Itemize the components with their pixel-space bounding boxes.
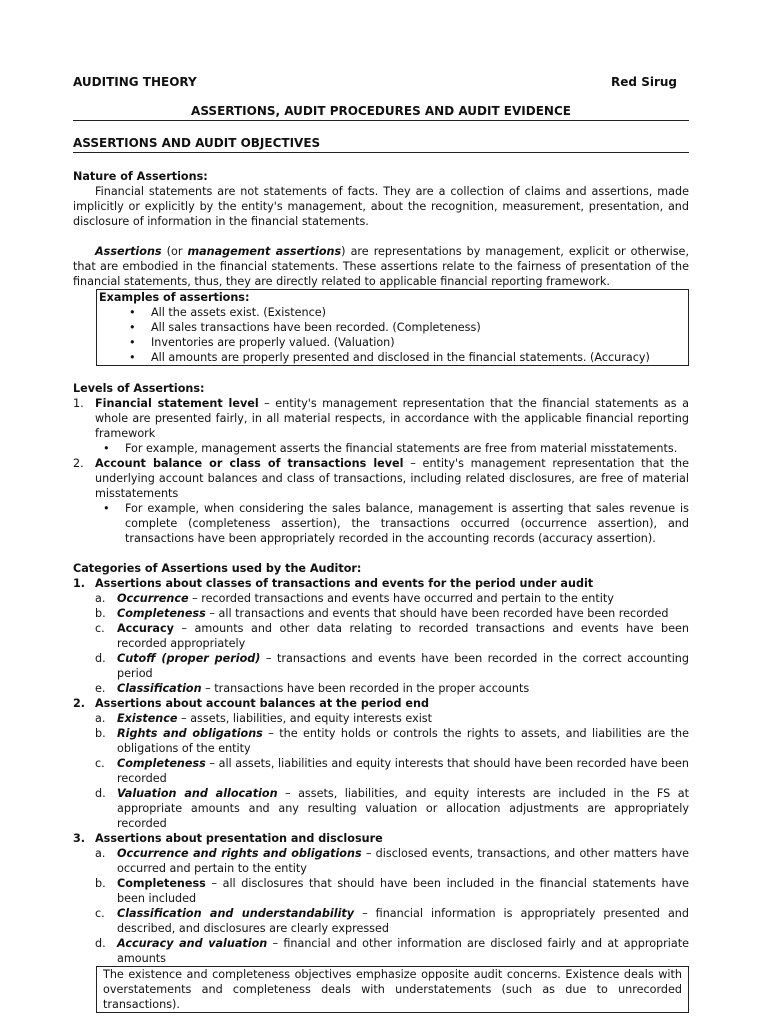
- assertion-item: a. Occurrence – recorded transactions and events have occurred and pertain to the entity: [95, 592, 614, 605]
- levels-list: [73, 396, 689, 546]
- category-title: Assertions about classes of transactions and events for the period under audit: [95, 577, 594, 590]
- level-item: 1. Financial statement level – entity's management representation that the financial statements as a whole are presented fairly, in all material respects, in accordance with the applicable financial reporting framework • For example, management asserts the financial statements are free from material misstatements.: [95, 396, 689, 456]
- nature-paragraph-1: Financial statements are not statements of facts. They are a collection of claims and assertions, made implicitly or explicitly by the entity's management, about the recognition, measurement, presentation, and disclosure of information in the financial statements.: [73, 185, 689, 228]
- assertion-item: d. Valuation and allocation – assets, liabilities, and equity interests are included in the FS at appropriate amounts and any resulting valuation or allocation adjustments are appropriately recorded: [95, 787, 689, 830]
- assertion-item: b. Completeness – all disclosures that should have been included in the financial statements have been included: [95, 877, 689, 905]
- example-item: • All the assets exist. (Existence): [151, 305, 682, 320]
- term-assertions: Assertions: [95, 245, 162, 258]
- document-body: [73, 169, 689, 1013]
- section-underline: [73, 152, 689, 153]
- nature-paragraph-2: Assertions (or management assertions) are representations by management, explicit or otherwise, that are embodied in the financial statements. These assertions relate to the fairness of presentation of the financial statements, thus, they are directly related to applicable financial reporting framework.: [73, 245, 689, 288]
- categories-list: [73, 576, 689, 966]
- assertion-item: c. Classification and understandability – financial information is appropriately presented and described, and disclosures are clearly expressed: [95, 907, 689, 935]
- term-management-assertions: management assertions: [187, 245, 342, 258]
- assertion-item: a. Existence – assets, liabilities, and equity interests exist: [95, 712, 433, 725]
- audit-concern-note: The existence and completeness objectives emphasize opposite audit concerns. Existence deals with overstatements and completeness deals with understatements (such as due to unrecorded transactions).: [96, 966, 689, 1013]
- assertion-item: d. Cutoff (proper period) – transactions and events have been recorded in the correct accounting period: [95, 652, 689, 680]
- category-title: Assertions about account balances at the period end: [95, 697, 429, 710]
- example-item: • All sales transactions have been recorded. (Completeness): [151, 320, 682, 335]
- author-name: Red Sirug: [611, 75, 677, 89]
- example-item: • Inventories are properly valued. (Valuation): [151, 335, 682, 350]
- course-title: AUDITING THEORY: [73, 75, 197, 89]
- page-header: [73, 75, 689, 89]
- level-item: 2. Account balance or class of transactions level – entity's management representation that the underlying account balances and class of transactions, including related disclosures, are free of material misstatements • For example, when considering the sales balance, management is asserting that sales revenue is complete (completeness assertion), the transactions occurred (occurrence assertion), and transactions have been appropriately recorded in the accounting records (accuracy assertion).: [95, 456, 689, 546]
- level-term: Account balance or class of transactions level: [95, 457, 404, 470]
- section-title: ASSERTIONS AND AUDIT OBJECTIVES: [73, 136, 321, 150]
- assertion-item: c. Completeness – all assets, liabilities and equity interests that should have been recorded have been recorded: [95, 757, 689, 785]
- examples-box: [96, 289, 689, 366]
- category-title: Assertions about presentation and disclosure: [95, 832, 383, 845]
- title-underline: [73, 120, 689, 121]
- category-group: 3. Assertions about presentation and disclosure a. Occurrence and rights and obligations – disclosed events, transactions, and other matters have occurred and pertain to the entity b. Completeness – all disclosures that should have been included in the financial statements have been included c. Classification and understandability – financial information is appropriately presented and described, and disclosures are clearly expressed d. Accuracy and valuation – financial and other information are disclosed fairly and at appropriate amounts: [73, 832, 689, 965]
- assertion-item: b. Completeness – all transactions and events that should have been recorded have been recorded: [95, 607, 669, 620]
- assertion-item: e. Classification – transactions have been recorded in the proper accounts: [95, 682, 530, 695]
- assertion-item: a. Occurrence and rights and obligations – disclosed events, transactions, and other matters have occurred and pertain to the entity: [95, 847, 689, 875]
- category-group: 1. Assertions about classes of transactions and events for the period under audit a. Occurrence – recorded transactions and events have occurred and pertain to the entity b. Completeness – all transactions and events that should have been recorded have been recorded c. Accuracy – amounts and other data relating to recorded transactions and events have been recorded appropriately d. Cutoff (proper period) – transactions and events have been recorded in the correct accounting period e. Classification – transactions have been recorded in the proper accounts: [73, 577, 689, 695]
- example-item: • All amounts are properly presented and disclosed in the financial statements. (Accuracy): [151, 350, 682, 365]
- document-title: ASSERTIONS, AUDIT PROCEDURES AND AUDIT EVIDENCE: [191, 104, 571, 118]
- assertion-item: c. Accuracy – amounts and other data relating to recorded transactions and events have been recorded appropriately: [95, 622, 689, 650]
- examples-heading: Examples of assertions:: [99, 291, 250, 304]
- level-term: Financial statement level: [95, 397, 259, 410]
- level-example: • For example, management asserts the financial statements are free from material misstatements.: [125, 441, 689, 456]
- nature-heading: Nature of Assertions:: [73, 170, 208, 183]
- examples-list: [121, 305, 682, 365]
- assertion-item: b. Rights and obligations – the entity holds or controls the rights to assets, and liabilities are the obligations of the entity: [95, 727, 690, 755]
- assertion-item: d. Accuracy and valuation – financial and other information are disclosed fairly and at appropriate amounts: [95, 937, 689, 965]
- level-example: • For example, when considering the sales balance, management is asserting that sales revenue is complete (completeness assertion), the transactions occurred (occurrence assertion), and transactions have been appropriately recorded in the accounting records (accuracy assertion).: [125, 501, 689, 546]
- levels-heading: Levels of Assertions:: [73, 382, 205, 395]
- category-group: 2. Assertions about account balances at the period end a. Existence – assets, liabilities, and equity interests exist b. Rights and obligations – the entity holds or controls the rights to assets, and liabilities are the obligations of the entity c. Completeness – all assets, liabilities and equity interests that should have been recorded have been recorded d. Valuation and allocation – assets, liabilities, and equity interests are included in the FS at appropriate amounts and any resulting valuation or allocation adjustments are appropriately recorded: [73, 697, 690, 830]
- categories-heading: Categories of Assertions used by the Auditor:: [73, 562, 362, 575]
